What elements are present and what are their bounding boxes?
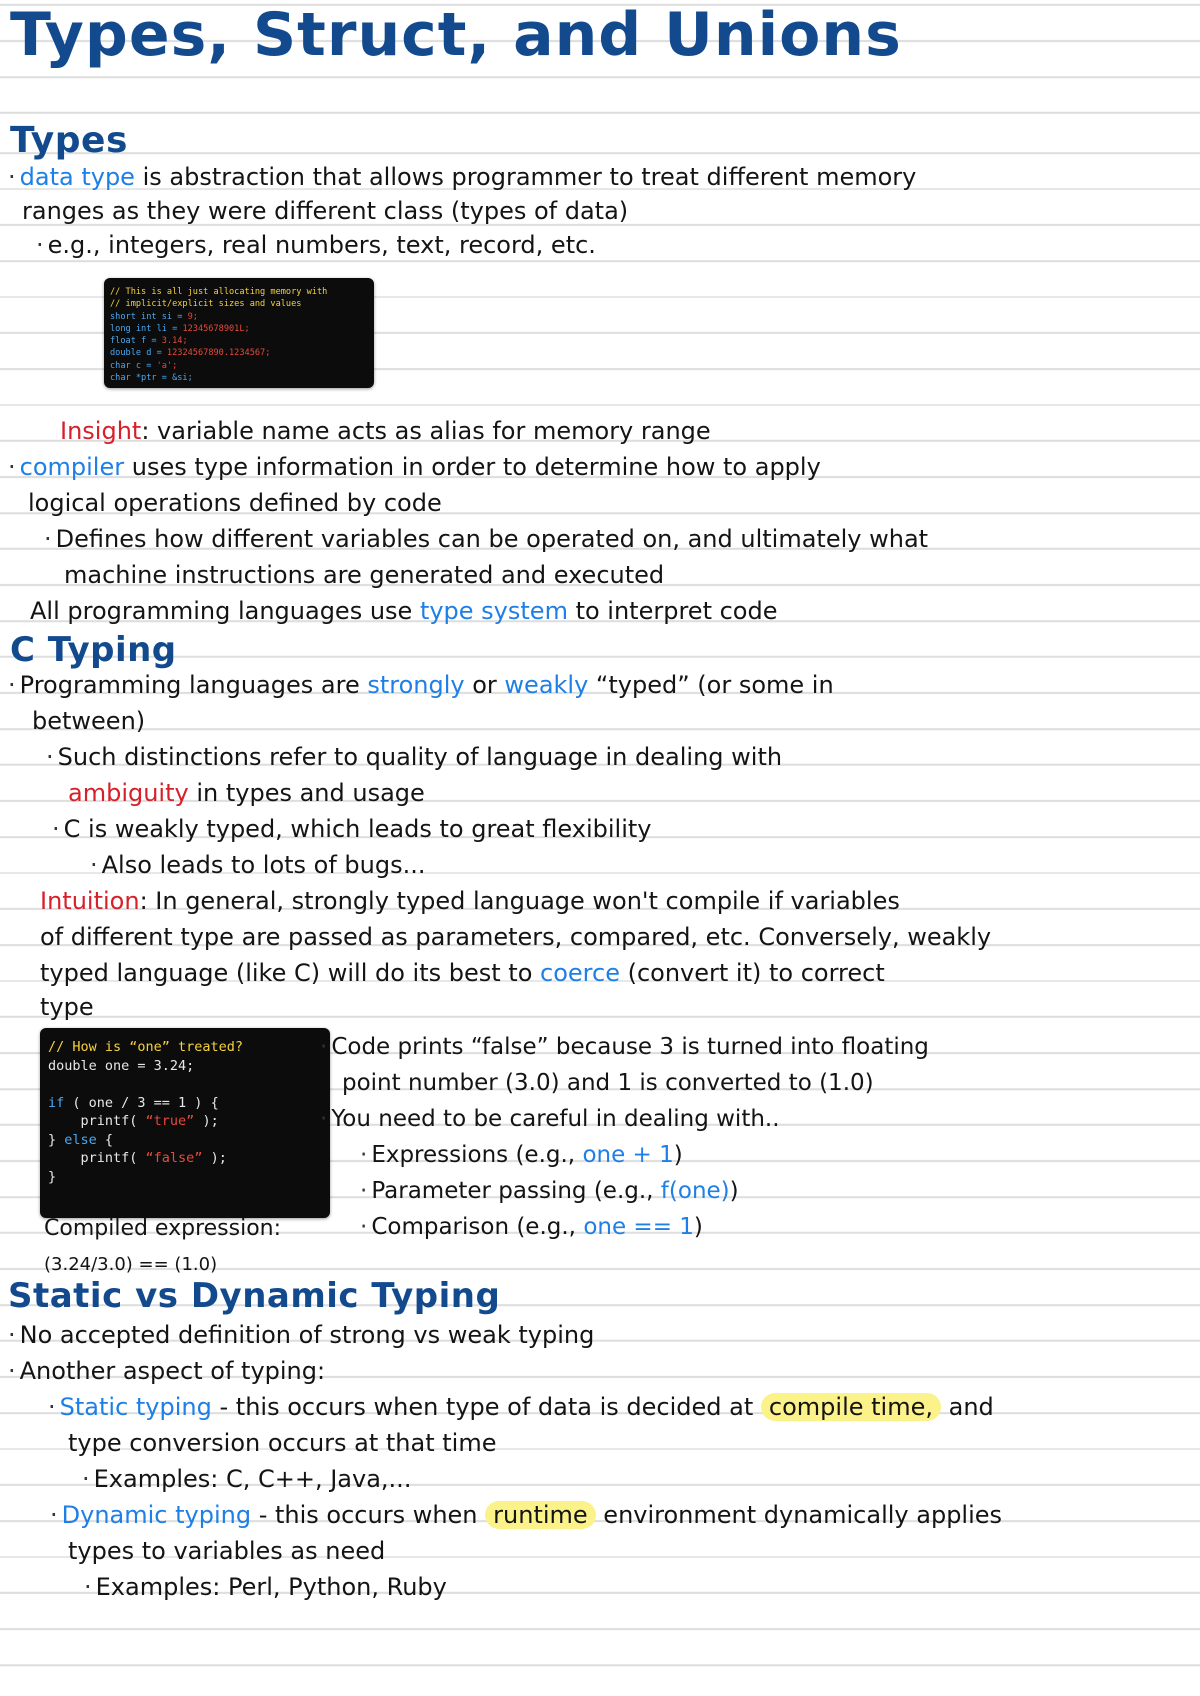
code-line: printf( <box>48 1113 146 1129</box>
bullet-dot: · <box>44 525 52 553</box>
code-line: ( one / 3 == 1 ) { <box>64 1094 219 1111</box>
defines-line-1-text: Defines how different variables can be operated on, and ultimately what <box>55 525 929 553</box>
dynamic-typing-text: - this occurs when <box>251 1501 486 1529</box>
static-dynamic-heading: Static vs Dynamic Typing <box>8 1276 501 1316</box>
prints-line-1-text: Code prints “false” because 3 is turned into floating <box>331 1034 929 1060</box>
bullet-dot: · <box>320 1034 328 1060</box>
insight-text: : variable name acts as alias for memory range <box>141 417 711 445</box>
static-typing-line-2: type conversion occurs at that time <box>68 1429 497 1457</box>
static-dynamic-line-2 <box>8 1354 325 1388</box>
comparison-prefix: Comparison (e.g., <box>371 1214 584 1240</box>
static-typing-end: and <box>940 1393 994 1421</box>
intuition-label: Intuition <box>40 887 140 915</box>
bullet-dot: · <box>8 453 16 481</box>
parameter-prefix: Parameter passing (e.g., <box>371 1178 661 1204</box>
static-typing-line-1 <box>48 1390 994 1424</box>
insight-label: Insight <box>60 417 142 445</box>
code-snippet-coercion <box>40 1028 330 1218</box>
expressions-suffix: ) <box>673 1142 683 1168</box>
intuition-line-3-suffix: (convert it) to correct <box>619 959 885 987</box>
all-languages-prefix: All programming languages use <box>30 597 420 625</box>
bullet-dot: · <box>52 815 60 843</box>
bullet-dot: · <box>8 1321 16 1349</box>
code-type: float f = <box>110 336 162 347</box>
dynamic-typing-end: environment dynamically applies <box>595 1501 1003 1529</box>
such-line-2 <box>68 776 425 810</box>
such-line-2-text: in types and usage <box>188 779 425 807</box>
code-line: } <box>48 1131 65 1148</box>
bullet-dot: · <box>84 1573 92 1601</box>
coerce-term: coerce <box>540 959 620 987</box>
intuition-line-1 <box>40 884 900 918</box>
code-line: double one = 3.24; <box>48 1057 195 1074</box>
or-text: or <box>464 671 505 699</box>
code-keyword: if <box>48 1094 65 1111</box>
types-line-1-text: is abstraction that allows programmer to treat different memory <box>134 163 917 191</box>
intuition-line-3-prefix: typed language (like C) will do its best to <box>40 959 541 987</box>
compiler-line-1 <box>8 450 821 484</box>
careful-line <box>320 1102 780 1136</box>
weakly-term: weakly <box>504 671 589 699</box>
parameter-example: f(one) <box>660 1178 730 1204</box>
code-line: { <box>96 1131 114 1148</box>
insight-line <box>60 414 711 448</box>
static-examples-line <box>82 1462 411 1496</box>
types-heading: Types <box>10 120 128 161</box>
comparison-suffix: ) <box>693 1214 703 1240</box>
static-examples-text: Examples: C, C++, Java,... <box>93 1465 412 1493</box>
comparison-example: one == 1 <box>583 1214 694 1240</box>
bullet-dot: · <box>82 1465 90 1493</box>
defines-line-2: machine instructions are generated and executed <box>64 561 665 589</box>
strongly-term: strongly <box>367 671 465 699</box>
code-type: double d = <box>110 348 167 359</box>
page-title: Types, Struct, and Unions <box>10 0 902 70</box>
c-typing-line-1 <box>8 668 834 702</box>
static-typing-term: Static typing <box>59 1393 212 1421</box>
code-line: printf( <box>48 1150 146 1166</box>
code-comment: // How is “one” treated? <box>48 1039 244 1055</box>
code-string: “false” <box>145 1150 203 1166</box>
code-type: char c = <box>110 360 157 371</box>
parameter-suffix: ) <box>729 1178 739 1204</box>
bullet-dot: · <box>48 1393 56 1421</box>
bullet-dot: · <box>8 671 16 699</box>
prints-line-1 <box>320 1030 929 1064</box>
intuition-line-3 <box>40 956 885 990</box>
bullet-dot: · <box>46 743 54 771</box>
code-line: ); <box>202 1150 227 1166</box>
compiled-expression-label: Compiled expression: <box>44 1216 282 1241</box>
expressions-prefix: Expressions (e.g., <box>371 1142 583 1168</box>
dynamic-typing-line-1 <box>50 1498 1002 1532</box>
weak-line <box>52 812 651 846</box>
bullet-dot: · <box>50 1501 58 1529</box>
c-typing-line-2: between) <box>32 707 146 735</box>
types-line-3-text: e.g., integers, real numbers, text, record, etc. <box>47 231 596 259</box>
types-line-3 <box>36 228 596 262</box>
all-languages-line <box>30 594 777 628</box>
compile-time-highlight: compile time, <box>761 1393 941 1421</box>
types-line-2: ranges as they were different class (types of data) <box>22 197 629 225</box>
code-value: 12324567890.1234567; <box>166 348 271 359</box>
code-type: long int li = <box>110 323 183 334</box>
expressions-example: one + 1 <box>582 1142 674 1168</box>
code-type: short int si = <box>110 311 188 322</box>
static-dynamic-line-1-text: No accepted definition of strong vs weak typing <box>19 1321 595 1349</box>
such-line-1-text: Such distinctions refer to quality of language in dealing with <box>57 743 783 771</box>
code-value: 9; <box>187 311 198 322</box>
weak-line-text: C is weakly typed, which leads to great flexibility <box>63 815 652 843</box>
dynamic-typing-line-2: types to variables as need <box>68 1537 386 1565</box>
bullet-dot: · <box>36 231 44 259</box>
compiled-expression: (3.24/3.0) == (1.0) <box>44 1254 218 1275</box>
comparison-line <box>360 1210 703 1244</box>
bullet-dot: · <box>360 1178 368 1204</box>
parameter-line <box>360 1174 739 1208</box>
bullet-dot: · <box>8 163 16 191</box>
compiler-line-2: logical operations defined by code <box>28 489 442 517</box>
defines-line-1 <box>44 522 928 556</box>
code-value: 3.14; <box>161 336 188 347</box>
runtime-highlight: runtime <box>485 1501 596 1529</box>
bullet-dot: · <box>90 851 98 879</box>
intuition-line-2: of different type are passed as parameters, compared, etc. Conversely, weakly <box>40 923 992 951</box>
intuition-line-4: type <box>40 993 94 1021</box>
all-languages-suffix: to interpret code <box>567 597 778 625</box>
types-line-1 <box>8 160 916 194</box>
dynamic-examples-text: Examples: Perl, Python, Ruby <box>95 1573 447 1601</box>
data-type-term: data type <box>19 163 135 191</box>
static-dynamic-line-1 <box>8 1318 594 1352</box>
ambiguity-term: ambiguity <box>68 779 189 807</box>
bugs-line <box>90 848 426 882</box>
prints-line-2: point number (3.0) and 1 is converted to (1.0) <box>342 1070 874 1096</box>
such-line-1 <box>46 740 782 774</box>
compiler-line-1-text: uses type information in order to determine how to apply <box>124 453 821 481</box>
type-system-term: type system <box>419 597 568 625</box>
bullet-dot: · <box>360 1214 368 1240</box>
bugs-line-text: Also leads to lots of bugs... <box>101 851 426 879</box>
code-snippet-allocation <box>104 278 374 388</box>
code-value: 12345678901L; <box>182 323 250 334</box>
code-line: char *ptr = &si; <box>110 373 193 384</box>
intuition-line-1-text: : In general, strongly typed language won't compile if variables <box>139 887 900 915</box>
bullet-dot: · <box>8 1357 16 1385</box>
code-keyword: else <box>64 1131 97 1148</box>
dynamic-typing-term: Dynamic typing <box>61 1501 252 1529</box>
c-typing-line-1-prefix: Programming languages are <box>19 671 368 699</box>
code-string: “true” <box>145 1113 195 1129</box>
c-typing-heading: C Typing <box>10 630 177 670</box>
code-line: ); <box>194 1113 219 1129</box>
c-typing-line-1-suffix: “typed” (or some in <box>588 671 834 699</box>
static-dynamic-line-2-text: Another aspect of typing: <box>19 1357 326 1385</box>
bullet-dot: · <box>360 1142 368 1168</box>
careful-line-text: You need to be careful in dealing with.. <box>331 1106 780 1132</box>
compiler-term: compiler <box>19 453 125 481</box>
code-line: } <box>48 1168 57 1185</box>
code-comment: // This is all just allocating memory with <box>110 287 328 297</box>
bullet-dot: · <box>320 1106 328 1132</box>
code-value: 'a'; <box>156 360 178 371</box>
dynamic-examples-line <box>84 1570 447 1604</box>
expressions-line <box>360 1138 683 1172</box>
static-typing-text: - this occurs when type of data is decided at <box>211 1393 761 1421</box>
code-comment: // implicit/explicit sizes and values <box>110 299 302 310</box>
